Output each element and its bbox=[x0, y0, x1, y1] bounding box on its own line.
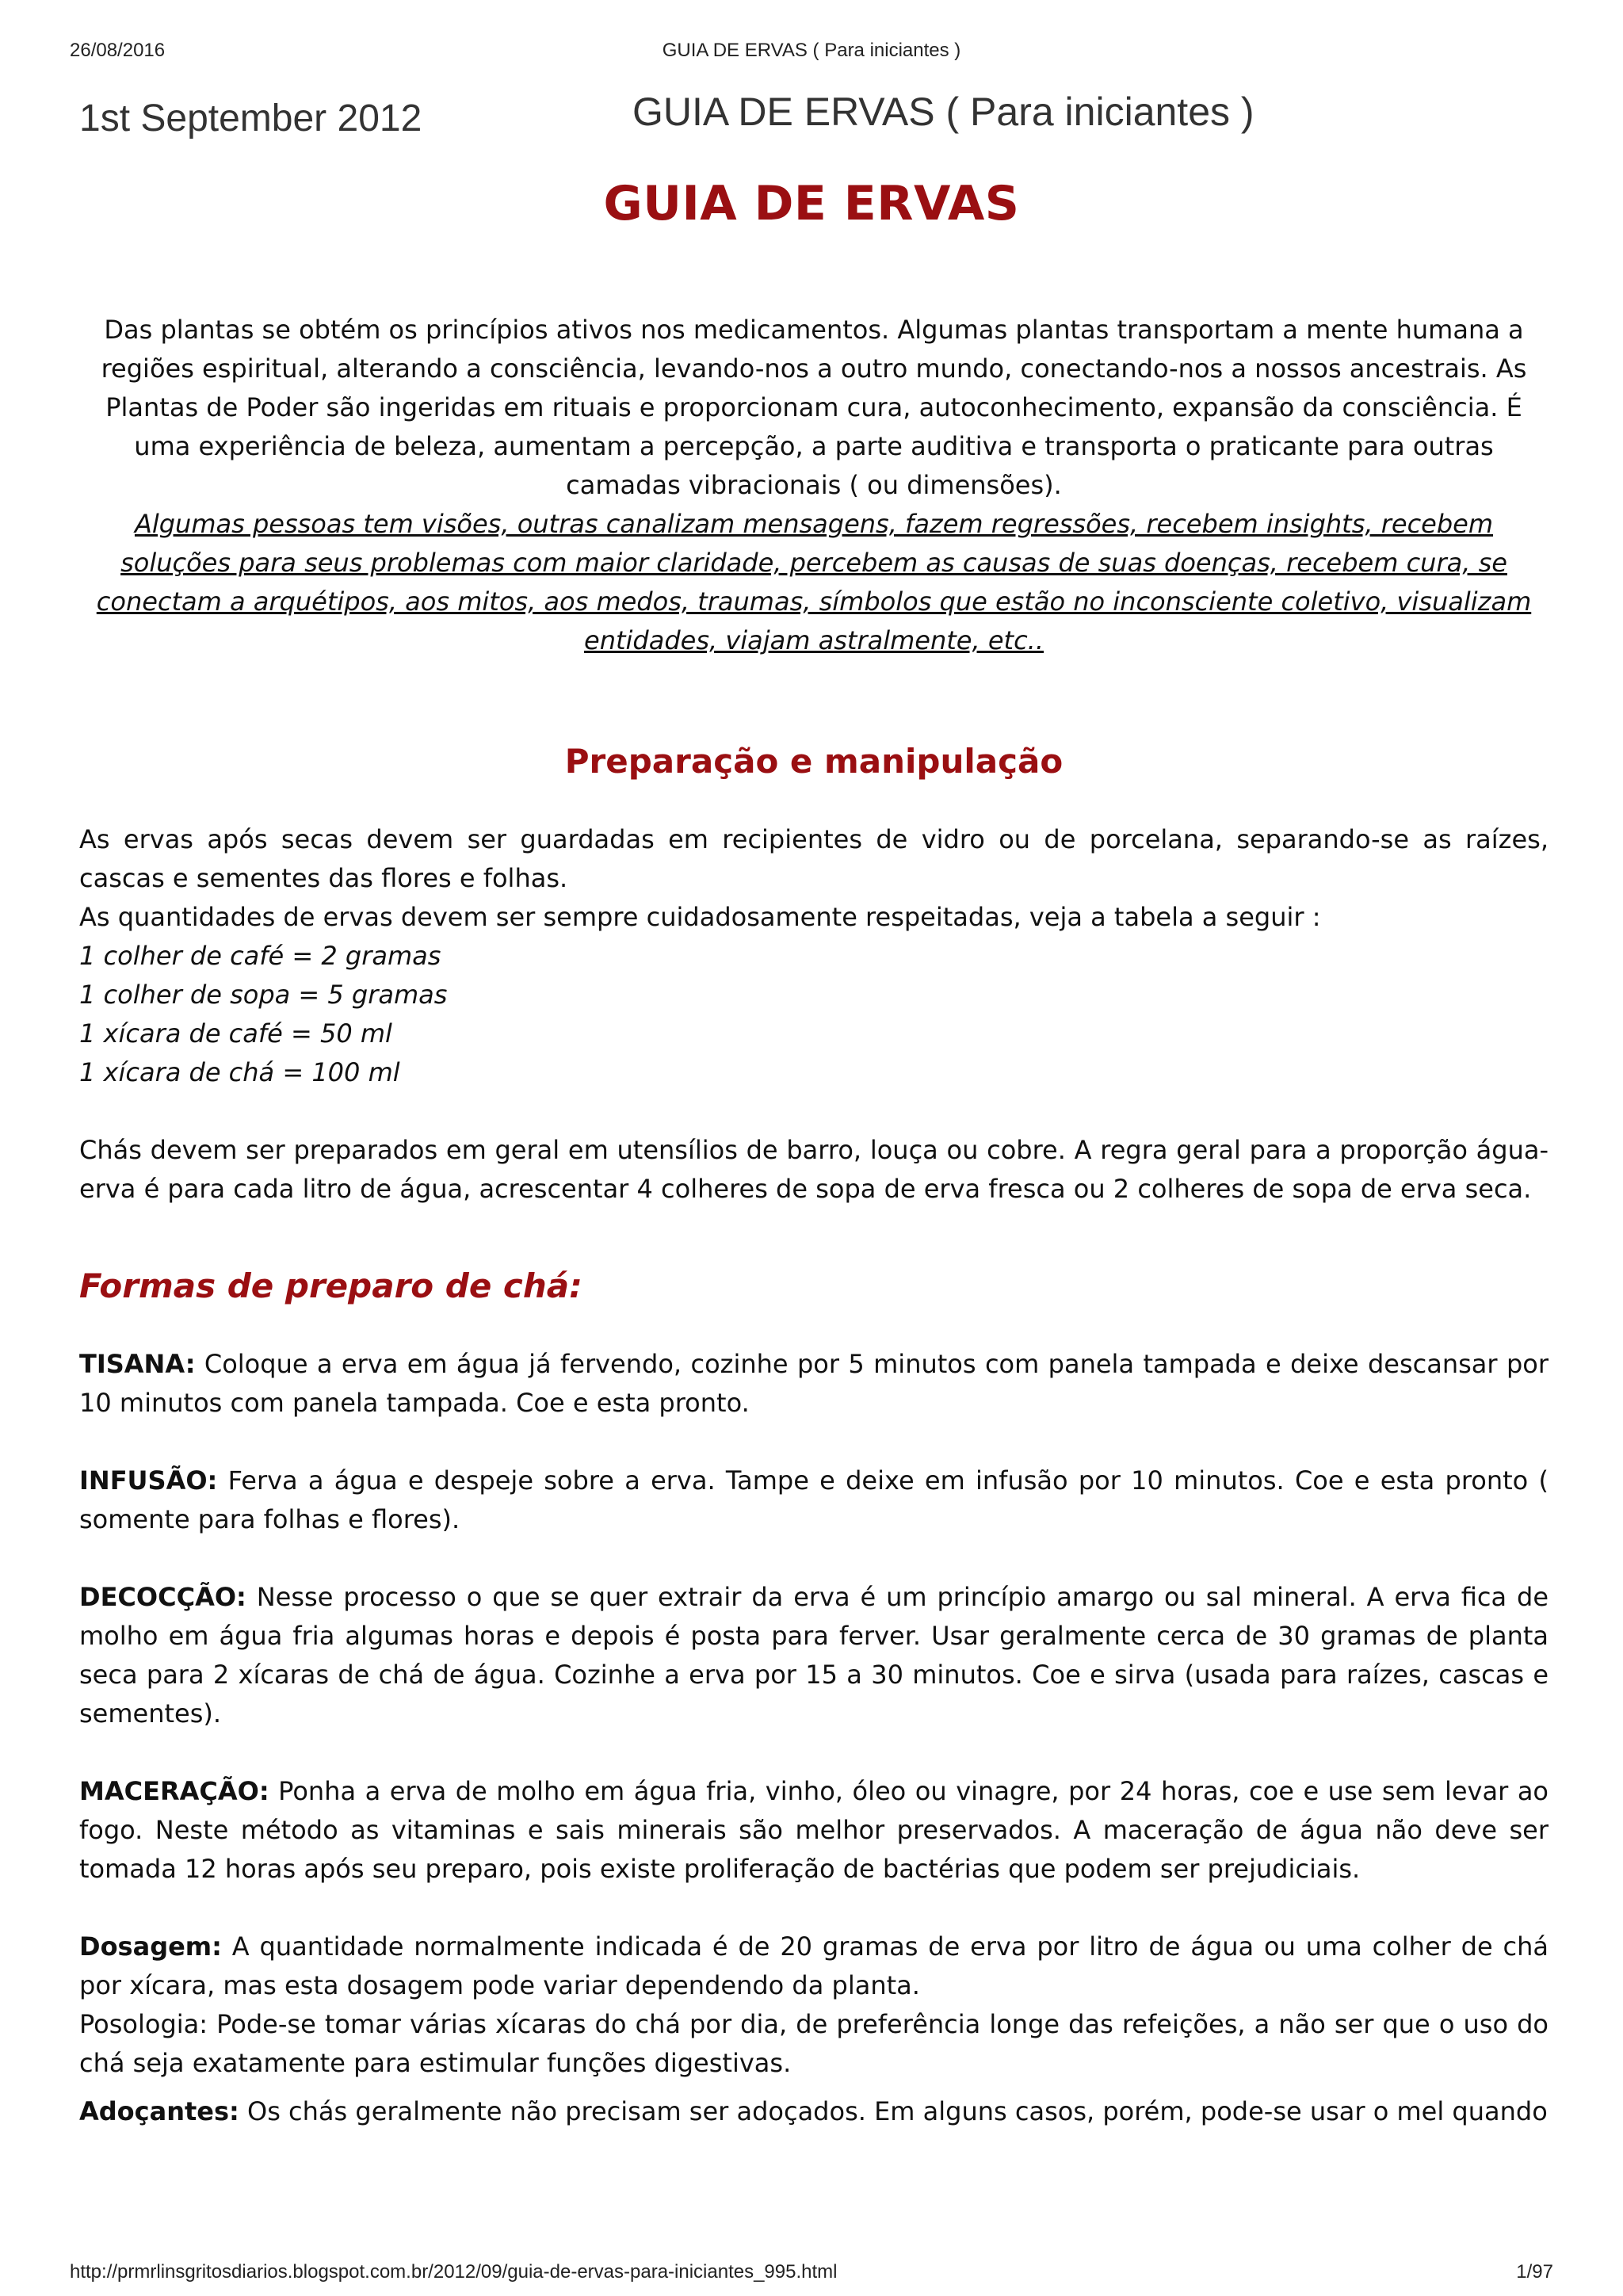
page-number: 1/97 bbox=[1516, 2261, 1553, 2283]
measure-item: 1 colher de café = 2 gramas bbox=[79, 941, 441, 971]
print-date: 26/08/2016 bbox=[70, 40, 166, 61]
post-date: 1st September 2012 bbox=[79, 97, 422, 139]
method-label: DECOCÇÃO: bbox=[79, 1582, 246, 1612]
method-label: TISANA: bbox=[79, 1349, 196, 1379]
print-title: GUIA DE ERVAS ( Para iniciantes ) bbox=[662, 40, 961, 61]
section-heading-formas: Formas de preparo de chá: bbox=[79, 1266, 582, 1305]
method-infusao bbox=[79, 1461, 1549, 1539]
intro-underlined-paragraph: Algumas pessoas tem visões, outras canalizam mensagens, fazem regressões, recebem insights, recebem soluções para seus problemas com maior claridade, percebem as causas de suas doenças, recebem cura, se conectam a arquétipos, aos mitos, aos medos, traumas, símbolos que estão no inconsciente coletivo, visualizam entidades, viajam astralmente, etc.. bbox=[96, 509, 1532, 655]
method-dosagem bbox=[79, 1927, 1549, 2005]
intro-paragraph: Das plantas se obtém os princípios ativos nos medicamentos. Algumas plantas transportam a mente humana a regiões espiritual, alterando a consciência, levando-nos a outro mundo, conectando-nos a nossos ancestrais. As Plantas de Poder são ingeridas em rituais e proporcionam cura, autoconhecimento, expansão da consciência. É uma experiência de beleza, aumentam a percepção, a parte auditiva e transporta o praticante para outras camadas vibracionais ( ou dimensões). bbox=[101, 315, 1527, 500]
post-body bbox=[79, 311, 1549, 2131]
method-maceracao bbox=[79, 1772, 1549, 1889]
method-label: Dosagem: bbox=[79, 1931, 222, 1962]
adocantes-label: Adoçantes: bbox=[79, 2096, 239, 2126]
print-header bbox=[0, 40, 1623, 71]
method-tisana bbox=[79, 1345, 1549, 1423]
preparacao-paragraph-3: Chás devem ser preparados em geral em utensílios de barro, louça ou cobre. A regra geral para a proporção água-erva é para cada litro de água, acrescentar 4 colheres de sopa de erva fresca ou 2 colheres de sopa de erva seca. bbox=[79, 1135, 1549, 1204]
post-title[interactable]: GUIA DE ERVAS ( Para iniciantes ) bbox=[632, 90, 1254, 134]
method-text: A quantidade normalmente indicada é de 20 gramas de erva por litro de água ou uma colher de chá por xícara, mas esta dosagem pode variar dependendo da planta. bbox=[79, 1931, 1549, 2000]
measure-item: 1 xícara de café = 50 ml bbox=[79, 1018, 392, 1049]
method-text: Nesse processo o que se quer extrair da erva é um princípio amargo ou sal mineral. A erva fica de molho em água fria algumas horas e depois é posta para ferver. Usar geralmente cerca de 30 gramas de planta seca para 2 xícaras de chá de água. Cozinhe a erva por 15 a 30 minutos. Coe e sirva (usada para raízes, cascas e sementes). bbox=[79, 1582, 1549, 1729]
method-label: INFUSÃO: bbox=[79, 1465, 218, 1496]
adocantes-text: Os chás geralmente não precisam ser adoçados. Em alguns casos, porém, pode-se usar o mel quando bbox=[239, 2096, 1548, 2126]
method-text: Ferva a água e despeje sobre a erva. Tampe e deixe em infusão por 10 minutos. Coe e esta pronto ( somente para folhas e flores). bbox=[79, 1465, 1549, 1534]
preparacao-paragraph-2: As quantidades de ervas devem ser sempre cuidadosamente respeitadas, veja a tabela a seguir : bbox=[79, 902, 1321, 932]
posologia-paragraph: Posologia: Pode-se tomar várias xícaras do chá por dia, de preferência longe das refeições, a não ser que o uso do chá seja exatamente para estimular funções digestivas. bbox=[79, 2009, 1549, 2078]
page-url: http://prmrlinsgritosdiarios.blogspot.com.br/2012/09/guia-de-ervas-para-iniciantes_995.html bbox=[70, 2261, 838, 2283]
method-text: Coloque a erva em água já fervendo, cozinhe por 5 minutos com panela tampada e deixe descansar por 10 minutos com panela tampada. Coe e esta pronto. bbox=[79, 1349, 1549, 1418]
measure-item: 1 xícara de chá = 100 ml bbox=[79, 1057, 400, 1087]
method-decoccao bbox=[79, 1578, 1549, 1733]
section-heading-preparacao: Preparação e manipulação bbox=[564, 742, 1064, 781]
measure-item: 1 colher de sopa = 5 gramas bbox=[79, 980, 448, 1010]
print-footer bbox=[0, 2261, 1623, 2290]
adocantes-paragraph bbox=[79, 2092, 1549, 2131]
method-text: Ponha a erva de molho em água fria, vinho, óleo ou vinagre, por 24 horas, coe e use sem levar ao fogo. Neste método as vitaminas e sais minerais são melhor preservados. A maceração de água não deve ser tomada 12 horas após seu preparo, pois existe proliferação de bactérias que podem ser prejudiciais. bbox=[79, 1776, 1549, 1884]
method-label: MACERAÇÃO: bbox=[79, 1776, 269, 1806]
preparacao-paragraph-1: As ervas após secas devem ser guardadas em recipientes de vidro ou de porcelana, separando-se as raízes, cascas e sementes das flores e folhas. bbox=[79, 824, 1549, 893]
page-title: GUIA DE ERVAS bbox=[603, 176, 1020, 231]
